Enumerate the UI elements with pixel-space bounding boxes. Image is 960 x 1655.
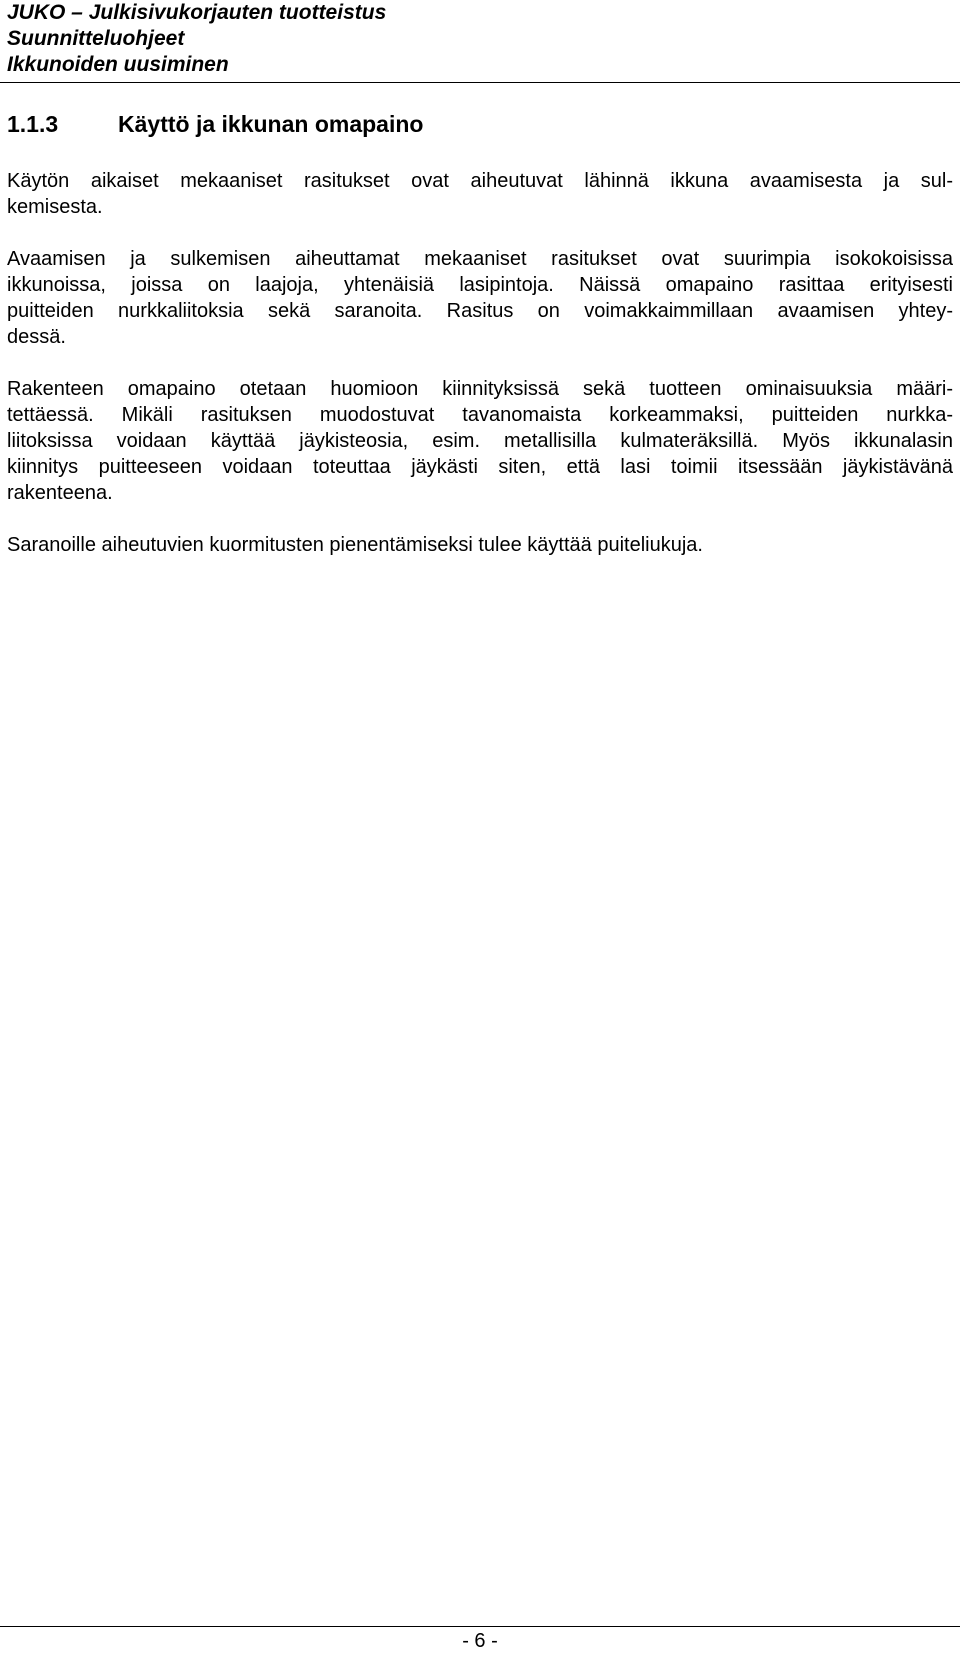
section-number: 1.1.3	[7, 111, 59, 137]
text-line: puitteiden nurkkaliitoksia sekä saranoita. Rasitus on voimakkaimmillaan avaamisen yhtey-	[7, 300, 953, 322]
text-line: kiinnitys puitteeseen voidaan toteuttaa jäykästi siten, että lasi toimii itsessään jäykistävänä	[7, 456, 953, 478]
text-line: dessä.	[7, 326, 66, 348]
paragraph	[7, 532, 953, 558]
section-heading	[7, 110, 423, 138]
section-title: Käyttö ja ikkunan omapaino	[118, 111, 424, 137]
text-line: Rakenteen omapaino otetaan huomioon kiinnityksissä sekä tuotteen ominaisuuksia määri-	[7, 378, 953, 400]
page-header	[7, 0, 953, 78]
text-line: Käytön aikaiset mekaaniset rasitukset ovat aiheutuvat lähinnä ikkuna avaamisesta ja sul-	[7, 170, 953, 192]
text-line: Avaamisen ja sulkemisen aiheuttamat mekaaniset rasitukset ovat suurimpia isokokoisissa	[7, 248, 953, 270]
header-document-type: Suunnitteluohjeet	[7, 27, 185, 50]
text-line: tettäessä. Mikäli rasituksen muodostuvat tavanomaista korkeammaksi, puitteiden nurkka-	[7, 404, 953, 426]
header-project-title: JUKO – Julkisivukorjauten tuotteistus	[7, 1, 387, 24]
paragraph	[7, 246, 953, 350]
text-line: liitoksissa voidaan käyttää jäykisteosia, esim. metallisilla kulmateräksillä. Myös ikkunalasin	[7, 430, 953, 452]
page-number: - 6 -	[462, 1630, 498, 1652]
text-line: Saranoille aiheutuvien kuormitusten pienentämiseksi tulee käyttää puiteliukuja.	[7, 534, 703, 556]
text-line: kemisesta.	[7, 196, 103, 218]
header-divider	[0, 82, 960, 83]
paragraph	[7, 168, 953, 220]
body-text	[7, 168, 953, 584]
text-line: ikkunoissa, joissa on laajoja, yhtenäisiä lasipintoja. Näissä omapaino rasittaa erityisesti	[7, 274, 953, 296]
header-document-topic: Ikkunoiden uusiminen	[7, 53, 229, 76]
text-line: rakenteena.	[7, 482, 113, 504]
paragraph	[7, 376, 953, 506]
footer-divider	[0, 1626, 960, 1627]
